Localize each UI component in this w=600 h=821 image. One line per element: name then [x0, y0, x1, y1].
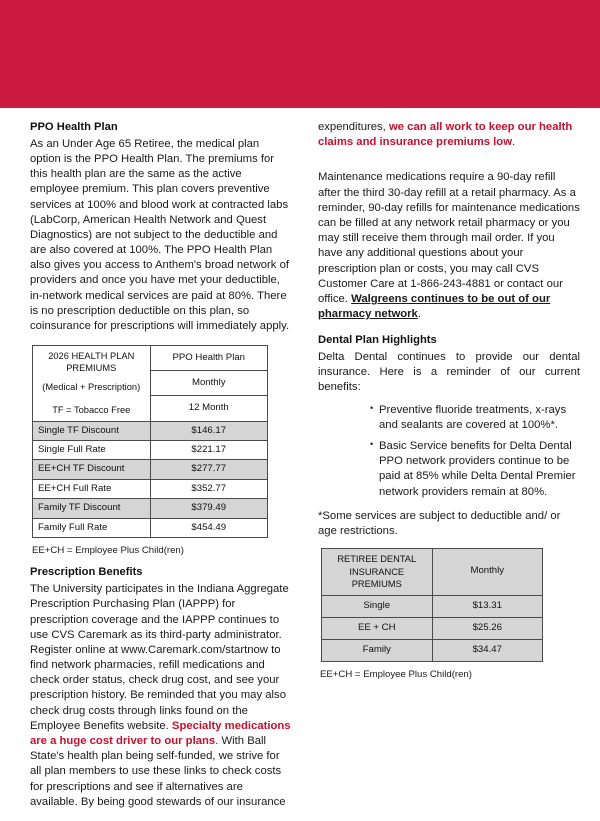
health-premium-table-note: EE+CH = Employee Plus Child(ren)	[32, 545, 184, 557]
health-premium-table-body	[33, 346, 268, 538]
maintenance-text-part1: Maintenance medications require a 90-day refill after the third 30-day refill at a retail pharmacy. As a reminder, 90-day refills for maintenance medications can be filled at any network retail pharmacy or you may still receive them through mail order. If you have any additional questions about your prescription plan or costs, you may call CVS Customer Care at 1-866-243-4881 or contact our office.	[318, 171, 580, 305]
row-value: $379.49	[150, 499, 268, 518]
dental-plan-highlights-heading: Dental Plan Highlights	[318, 334, 437, 347]
list-item: • Basic Service benefits for Delta Dental PPO network providers continue to be paid at 85% while Delta Dental Premier network providers remain at 80%.	[370, 439, 580, 500]
row-value: $221.17	[150, 441, 268, 460]
page-header-banner	[0, 0, 600, 108]
dental-benefits-list	[318, 403, 580, 500]
section-spacer	[30, 556, 292, 565]
row-label: Family Full Rate	[33, 518, 151, 537]
maintenance-text-part2: .	[417, 308, 421, 321]
table-row	[33, 499, 268, 518]
prescription-text-part1: The University participates in the Indiana Aggregate Prescription Purchasing Plan (IAPPP) for prescription coverage and the IAPPP continues to use CVS Caremark as its third-party administrator. Register online at www.Caremark.com/startnow to find network pharmacies, refill medications and check order status, check drug cost, and see your prescription history. Be reminded that you may also check drug costs through links found on the Employee Benefits website.	[30, 583, 289, 732]
table-row	[322, 639, 543, 661]
row-label: EE + CH	[322, 617, 433, 639]
health-premium-header-term: 12 Month	[150, 396, 268, 421]
row-label: EE+CH TF Discount	[33, 460, 151, 479]
row-value: $13.31	[432, 595, 543, 617]
maintenance-medications-paragraph	[318, 170, 580, 322]
health-premium-header-left	[33, 346, 151, 421]
row-value: $25.26	[432, 617, 543, 639]
table-row	[33, 421, 268, 440]
health-premium-header-stack	[36, 350, 147, 416]
row-value: $146.17	[150, 421, 268, 440]
expenditures-continuation-paragraph	[318, 120, 580, 150]
expenditures-lead-text: expenditures,	[318, 121, 389, 133]
two-column-layout	[0, 120, 600, 821]
health-premium-header-line1: 2026 HEALTH PLAN PREMIUMS	[48, 351, 135, 374]
health-premium-table	[32, 345, 268, 538]
row-value: $352.77	[150, 479, 268, 498]
table-header-row-1	[33, 346, 268, 371]
table-row	[322, 617, 543, 639]
row-label: Family TF Discount	[33, 499, 151, 518]
table-row	[33, 518, 268, 537]
dental-table-header-row	[322, 549, 543, 596]
dental-premium-table-note: EE+CH = Employee Plus Child(ren)	[320, 668, 472, 680]
ppo-health-plan-paragraph: As an Under Age 65 Retiree, the medical plan option is the PPO Health Plan. The premiums for this health plan are the same as the active employee premium. This plan covers preventive services at 100% and blood work at contracted labs (LabCorp, American Health Network and Quest Diagnostics) are not subject to the deductible and are also covered at 100%. The PPO Health Plan also gives you access to Anthem's broad network of providers and once you have met your deductible, in-network medical services are paid at 80%. There is no prescription deductible on this plan, so coinsurance for prescriptions will immediately apply.	[30, 137, 290, 333]
row-label: Single Full Rate	[33, 441, 151, 460]
row-label: Family	[322, 639, 433, 661]
health-premium-header-line3: TF = Tobacco Free	[52, 405, 131, 416]
paragraph-spacer	[318, 161, 580, 170]
expenditures-red-highlight: we can all work to keep our health claims and insurance premiums low	[318, 121, 573, 149]
dental-footnote: *Some services are subject to deductible and/ or age restrictions.	[318, 509, 561, 537]
prescription-text-part2: . With Ball State's health plan being self-funded, we strive for all plan members to use these links to check costs for prescriptions and see if alternatives are available. By being good stewards of our insurance	[30, 735, 286, 808]
dental-premium-header-left	[322, 549, 433, 596]
table-row	[33, 460, 268, 479]
left-column	[30, 120, 292, 821]
list-item: • Preventive fluoride treatments, x-rays and sealants are covered at 100%*.	[370, 403, 580, 433]
ppo-health-plan-heading: PPO Health Plan	[30, 121, 118, 133]
prescription-benefits-heading: Prescription Benefits	[30, 566, 143, 579]
health-premium-header-monthly: Monthly	[150, 371, 268, 396]
dental-header-line1: RETIREE DENTAL	[337, 554, 417, 565]
dental-header-line2: INSURANCE PREMIUMS	[349, 566, 405, 590]
dental-premium-table	[321, 548, 543, 661]
row-label: Single TF Discount	[33, 421, 151, 440]
row-value: $277.77	[150, 460, 268, 479]
dental-premium-table-body	[322, 549, 543, 661]
right-column	[318, 120, 580, 821]
row-value: $454.49	[150, 518, 268, 537]
prescription-specialty-highlight: Specialty medications are a huge cost driver to our plans	[30, 719, 291, 747]
row-label: Single	[322, 595, 433, 617]
table-row	[322, 595, 543, 617]
table-row	[33, 479, 268, 498]
dental-intro-paragraph: Delta Dental continues to provide our dental insurance. Here is a reminder of our current benefits:	[318, 351, 580, 394]
row-label: EE+CH Full Rate	[33, 479, 151, 498]
table-row	[33, 441, 268, 460]
health-premium-header-line2: (Medical + Prescription)	[42, 382, 141, 393]
expenditures-trail-text: .	[512, 136, 516, 149]
dental-premium-header-monthly: Monthly	[432, 549, 543, 596]
row-value: $34.47	[432, 639, 543, 661]
health-premium-header-plan: PPO Health Plan	[150, 346, 268, 371]
walgreens-notice-highlight: Walgreens continues to be out of our pharmacy network	[318, 292, 551, 321]
document-page	[0, 108, 600, 821]
